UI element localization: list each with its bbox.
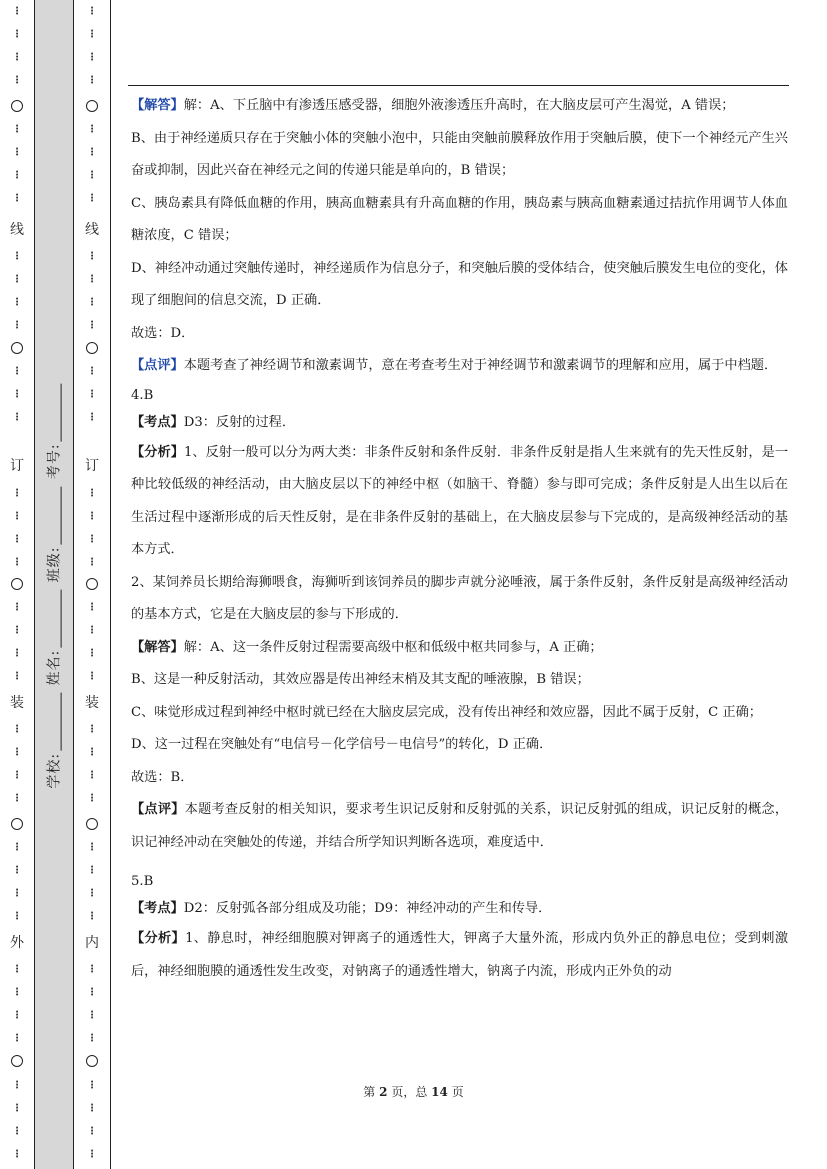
q4-point-text: D3：反射的过程．	[183, 414, 296, 430]
footer-suffix: 页	[451, 1085, 464, 1099]
inner-dotted-line: ⋮ ⋮ ⋮ ⋮	[87, 842, 97, 922]
q4-number: 4.B	[131, 387, 154, 403]
inner-circle-3	[86, 578, 98, 590]
name-field[interactable]	[49, 589, 62, 647]
inner-dotted-line: ⋮ ⋮ ⋮ ⋮	[87, 251, 97, 331]
q3-answer	[131, 90, 788, 123]
q4-comment-text: 本题考查反射的相关知识，要求考生识记反射和反射弧的关系，识记反射弧的组成，识记反射的概念，识记神经冲动在突触处的传递，并结合所学知识判断各选项，难度适中．	[131, 802, 789, 850]
footer-middle: 页，总	[391, 1085, 428, 1099]
outer-dotted-line: ⋮ ⋮ ⋮ ⋮	[12, 251, 22, 331]
outer-dotted-line: ⋮ ⋮ ⋮ ⋮	[12, 602, 22, 682]
outer-dotted-line: ⋮ ⋮ ⋮ ⋮	[12, 842, 22, 922]
outer-mark-ding: 订	[0, 458, 34, 474]
inner-circle-4	[86, 818, 98, 830]
header-rule	[128, 85, 789, 86]
inner-binding-strip	[74, 0, 110, 1169]
inner-dotted-line: ⋮ ⋮ ⋮ ⋮	[87, 964, 97, 1044]
outer-dotted-line: ⋮ ⋮ ⋮	[12, 366, 22, 423]
margin-border-line	[110, 0, 111, 1169]
inner-dotted-line: ⋮ ⋮ ⋮ ⋮	[87, 724, 97, 804]
q5-number: 5.B	[131, 874, 154, 889]
inner-mark-line: 线	[74, 222, 110, 238]
q4-choice: 故选：B．	[131, 769, 194, 785]
outer-dotted-line: ⋮ ⋮ ⋮ ⋮	[12, 6, 22, 86]
outer-dotted-line: ⋮ ⋮ ⋮ ⋮	[12, 124, 22, 204]
q5-point-text: D2：反射弧各部分组成及功能；D9：神经冲动的产生和传导．	[183, 901, 552, 916]
q4-answer-line-b: B、这是一种反射活动，其效应器是传出神经末梢及其支配的唾液腺，B 错误；	[131, 672, 590, 687]
comment-tag: 【点评】	[131, 802, 185, 817]
outer-mark-zhuang: 装	[0, 695, 34, 711]
answer-tag: 【解答】	[131, 98, 184, 113]
q4-analysis-text-1: 1、反射一般可以分为两大类：非条件反射和条件反射．非条件反射是指人生来就有的先天性反射，是一种比较低级的神经活动，由大脑皮层以下的神经中枢（如脑干、脊髓）参与即可完成；条件反射是人出生以后在生活过程中逐渐形成的后天性反射，是在非条件反射的基础上，在大脑皮层参与下完成的，是高级神经活动的基本方式．	[131, 444, 789, 557]
student-info	[34, 0, 74, 1169]
outer-circle-1	[11, 100, 23, 112]
inner-circle-2	[86, 342, 98, 354]
outer-dotted-line: ⋮ ⋮ ⋮ ⋮	[12, 964, 22, 1044]
q3-comment-text: 本题考查了神经调节和激素调节，意在考查考生对于神经调节和激素调节的理解和应用，属于中档题．	[183, 358, 778, 373]
outer-circle-5	[11, 1055, 23, 1067]
id-label: 考号:	[47, 442, 64, 479]
footer-page-number: 2	[379, 1085, 388, 1099]
inner-circle-1	[86, 100, 98, 112]
spacer	[131, 859, 788, 869]
school-field[interactable]	[49, 692, 62, 750]
class-field[interactable]	[49, 486, 62, 544]
inner-circle-5	[86, 1055, 98, 1067]
footer-total-pages: 14	[431, 1085, 448, 1099]
q4-analysis-1	[131, 437, 788, 567]
q4-answer-line-d: D、这一过程在突触处有“电信号－化学信号－电信号”的转化，D 正确．	[131, 737, 553, 752]
outer-mark-wai: 外	[0, 935, 34, 951]
inner-dotted-line: ⋮ ⋮ ⋮ ⋮	[87, 1080, 97, 1160]
q4-comment	[131, 794, 788, 859]
inner-mark-zhuang: 装	[74, 695, 110, 711]
analysis-tag: 【分析】	[131, 931, 186, 946]
q4-point	[131, 409, 788, 437]
q3-answer-line-d: D、神经冲动通过突触传递时，神经递质作为信息分子，和突触后膜的受体结合，使突触后膜发生电位的变化，体现了细胞间的信息交流，D 正确．	[131, 260, 788, 308]
q5-point	[131, 895, 788, 923]
q4-answer-line-c: C、味觉形成过程到神经中枢时就已经在大脑皮层完成，没有传出神经和效应器，因此不属于反射，C 正确；	[131, 704, 762, 720]
answer-tag: 【解答】	[131, 639, 184, 655]
point-tag: 【考点】	[131, 901, 184, 916]
inner-dotted-line: ⋮ ⋮ ⋮ ⋮	[87, 602, 97, 682]
footer-prefix: 第	[363, 1085, 376, 1099]
q3-answer-line-b: B、由于神经递质只存在于突触小体的突触小泡中，只能由突触前膜释放作用于突触后膜，使下一个神经元产生兴奋或抑制，因此兴奋在神经元之间的传递只能是单向的，B 错误；	[131, 130, 788, 178]
comment-tag: 【点评】	[131, 358, 184, 373]
school-label: 学校:	[47, 752, 64, 789]
q4-analysis-2: 2、某饲养员长期给海狮喂食，海狮听到该饲养员的脚步声就分泌唾液，属于条件反射，条件反射是高级神经活动的基本方式，它是在大脑皮层的参与下形成的．	[131, 574, 788, 622]
inner-dotted-line: ⋮ ⋮ ⋮ ⋮	[87, 488, 97, 568]
outer-circle-2	[11, 342, 23, 354]
q4-answer-line-a: 解：A、这一条件反射过程需要高级中枢和低级中枢共同参与，A 正确；	[183, 639, 603, 655]
outer-binding-strip	[0, 0, 34, 1169]
q3-answer-line-a: 解：A、下丘脑中有渗透压感受器，细胞外液渗透压升高时，在大脑皮层可产生渴觉，A 错误；	[183, 98, 735, 113]
outer-mark-line: 线	[0, 222, 34, 238]
id-field[interactable]	[49, 383, 62, 441]
inner-dotted-line: ⋮ ⋮ ⋮ ⋮	[87, 6, 97, 86]
q3-answer-line-c: C、胰岛素具有降低血糖的作用，胰高血糖素具有升高血糖的作用，胰岛素与胰高血糖素通过拮抗作用调节人体血糖浓度，C 错误；	[131, 195, 788, 243]
outer-dotted-line: ⋮ ⋮ ⋮ ⋮	[12, 1080, 22, 1160]
outer-dotted-line: ⋮ ⋮ ⋮ ⋮	[12, 488, 22, 568]
outer-circle-4	[11, 818, 23, 830]
point-tag: 【考点】	[131, 414, 184, 430]
q5-analysis	[131, 923, 788, 988]
answer-content	[131, 90, 788, 988]
class-label: 班级:	[47, 546, 64, 582]
inner-dotted-line: ⋮ ⋮ ⋮	[87, 366, 97, 423]
q4-answer	[131, 632, 788, 665]
analysis-tag: 【分析】	[131, 444, 184, 460]
q3-choice: 故选：D．	[131, 325, 195, 341]
outer-dotted-line: ⋮ ⋮ ⋮ ⋮	[12, 724, 22, 804]
page-footer	[0, 1083, 827, 1100]
name-label: 姓名:	[47, 649, 64, 685]
inner-dotted-line: ⋮ ⋮ ⋮ ⋮	[87, 124, 97, 204]
inner-mark-ding: 订	[74, 458, 110, 474]
q5-analysis-text: 1、静息时，神经细胞膜对钾离子的通透性大，钾离子大量外流，形成内负外正的静息电位；受到刺激后，神经细胞膜的通透性发生改变，对钠离子的通透性增大，钠离子内流，形成内正外负的动	[131, 931, 789, 979]
outer-circle-3	[11, 578, 23, 590]
q3-comment	[131, 350, 788, 383]
inner-mark-nei: 内	[74, 935, 110, 951]
